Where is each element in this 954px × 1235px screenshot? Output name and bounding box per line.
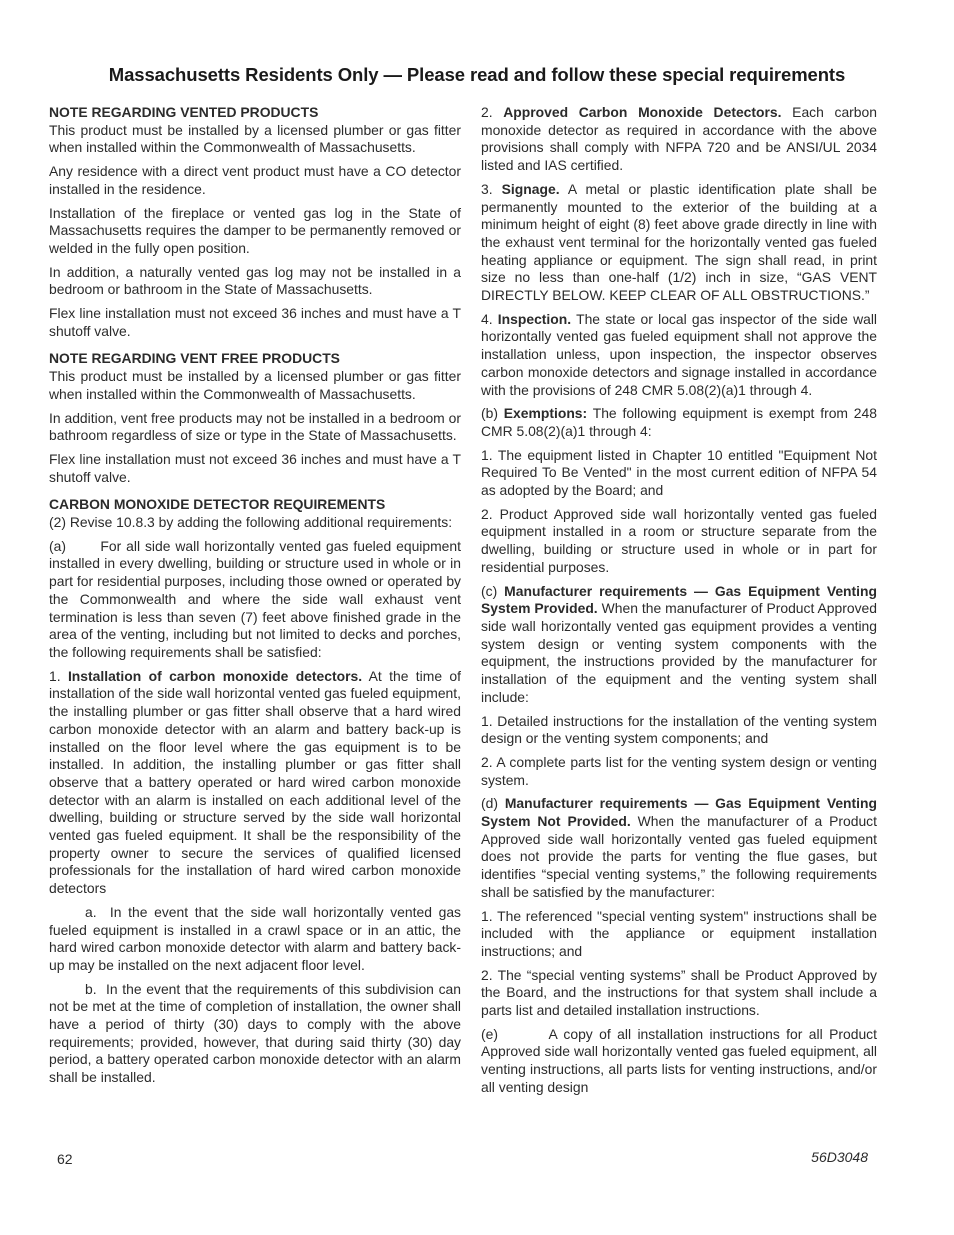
paragraph: 1. The equipment listed in Chapter 10 entitled "Equipment Not Required To Be Vented" in the most current edition of NFPA 54 as adopted by the Board; and [481, 446, 877, 499]
paragraph: (d) Manufacturer requirements — Gas Equipment Venting System Not Provided. When the manufacturer of a Product Approved side wall horizontally vented gas fueled equipment does not provide the parts for venting the flue gases, but identifies “special venting systems,” the following requirements shall be satisfied by the manufacturer: [481, 795, 877, 900]
section-heading-vent-free: NOTE REGARDING VENT FREE PRODUCTS [49, 350, 340, 367]
paragraph: Installation of the fireplace or vented gas log in the State of Massachusetts requires the damper to be permanently removed or welded in the fully open position. [49, 204, 461, 256]
document-code: 56D3048 [811, 1149, 868, 1165]
paragraph: 2. Product Approved side wall horizontally vented gas fueled equipment installed in a room or structure separate from the dwelling, building or structure used in whole or in part for residential purposes. [481, 505, 877, 575]
paragraph: 1. Detailed instructions for the installation of the venting system design or the venting system components; and [481, 712, 877, 747]
paragraph: This product must be installed by a licensed plumber or gas fitter when installed within the Commonwealth of Massachusetts. [49, 368, 461, 402]
left-column [49, 104, 465, 1093]
section-heading-vented: NOTE REGARDING VENTED PRODUCTS [49, 104, 319, 120]
paragraph: Flex line installation must not exceed 36 inches and must have a T shutoff valve. [49, 450, 461, 485]
paragraph: (b) Exemptions: The following equipment is exempt from 248 CMR 5.08(2)(a)1 through 4: [481, 405, 877, 439]
paragraph: This product must be installed by a licensed plumber or gas fitter when installed within the Commonwealth of Massachusetts. [49, 121, 461, 156]
paragraph: In addition, a naturally vented gas log may not be installed in a bedroom or bathroom in the State of Massachusetts. [49, 263, 461, 298]
paragraph: Any residence with a direct vent product must have a CO detector installed in the residence. [49, 163, 461, 197]
paragraph: In addition, vent free products may not be installed in a bedroom or bathroom regardless of size or type in the State of Massachusetts. [49, 409, 461, 444]
paragraph: 3. Signage. A metal or plastic identification plate shall be permanently mounted to the exterior of the building at a minimum height of eight (8) feet above grade directly in line with the exhaust vent terminal for the horizontally vented gas fueled heating appliance or equipment. The sign shall read, in print size no less than one-half (1/2) inch in size, “GAS VENT DIRECTLY BELOW. KEEP CLEAR OF ALL OBSTRUCTIONS.” [481, 180, 877, 304]
right-column [481, 104, 881, 1103]
paragraph: 2. The “special venting systems” shall be Product Approved by the Board, and the instructions for that system shall include a parts list and detailed installation instructions. [481, 966, 877, 1019]
paragraph: 2. A complete parts list for the venting system design or venting system. [481, 753, 877, 788]
paragraph: Flex line installation must not exceed 36 inches and must have a T shutoff valve. [49, 305, 461, 339]
paragraph: 1. Installation of carbon monoxide detectors. At the time of installation of the side wall horizontal vented gas fueled equipment, the installing plumber or gas fitter shall observe that a hard wired carbon monoxide detector with an alarm and battery back-up is installed on the floor level where the gas equipment is to be installed. In addition, the installing plumber or gas fitter shall observe that a battery operated or hard wired carbon monoxide detector with an alarm is installed on each additional level of the dwelling, building or structure served by the side wall horizontal vented gas fueled equipment. It shall be the responsibility of the property owner to secure the services of qualified licensed professionals for the installation of hard wired carbon monoxide detectors [49, 667, 461, 897]
paragraph: b. In the event that the requirements of this subdivision can not be met at the time of completion of installation, the owner shall have a period of thirty (30) days to comply with the above requirements; provided, however, that during said thirty (30) day period, a battery operated carbon monoxide detector with an alarm shall be installed. [49, 980, 465, 1086]
paragraph: 4. Inspection. The state or local gas inspector of the side wall horizontally vented gas fueled equipment shall not approve the installation unless, upon inspection, the inspector observes carbon monoxide detectors and signage installed in accordance with the provisions of 248 CMR 5.08(2)(a)1 through 4. [481, 310, 877, 398]
page-title: Massachusetts Residents Only — Please read and follow these special requirements [108, 64, 846, 85]
paragraph: (e) A copy of all installation instructions for all Product Approved side wall horizontally vented gas fueled equipment, all venting instructions, all parts lists for venting instructions, and/or all venting design [481, 1025, 881, 1095]
paragraph: (2) Revise 10.8.3 by adding the following additional requirements: [49, 514, 453, 531]
page-number: 62 [57, 1151, 73, 1167]
paragraph: 1. The referenced "special venting system" instructions shall be included with the appliance or equipment installation instructions; and [481, 907, 877, 959]
paragraph: (c) Manufacturer requirements — Gas Equipment Venting System Provided. When the manufacturer of Product Approved side wall horizontally vented gas equipment provides a venting system design or venting system components with the equipment, the instructions provided by the manufacturer for installation of the equipment and the venting system shall include: [481, 582, 877, 705]
section-heading-co-detector: CARBON MONOXIDE DETECTOR REQUIREMENTS [49, 496, 386, 513]
paragraph: a. In the event that the side wall horizontally vented gas fueled equipment is installed in a crawl space or in an attic, the hard wired carbon monoxide detector with alarm and battery back-up may be installed on the next adjacent floor level. [49, 903, 465, 973]
paragraph: 2. Approved Carbon Monoxide Detectors. Each carbon monoxide detector as required in accordance with the above provisions shall comply with NFPA 720 and be ANSI/UL 2034 listed and IAS certified. [481, 104, 877, 174]
paragraph: (a) For all side wall horizontally vented gas fueled equipment installed in every dwelling, building or structure used in whole or in part for residential purposes, including those owned or operated by the Commonwealth and where the side wall exhaust vent termination is less than seven (7) feet above finished grade in the area of the venting, including but not limited to decks and porches, the following requirements shall be satisfied: [49, 537, 465, 660]
